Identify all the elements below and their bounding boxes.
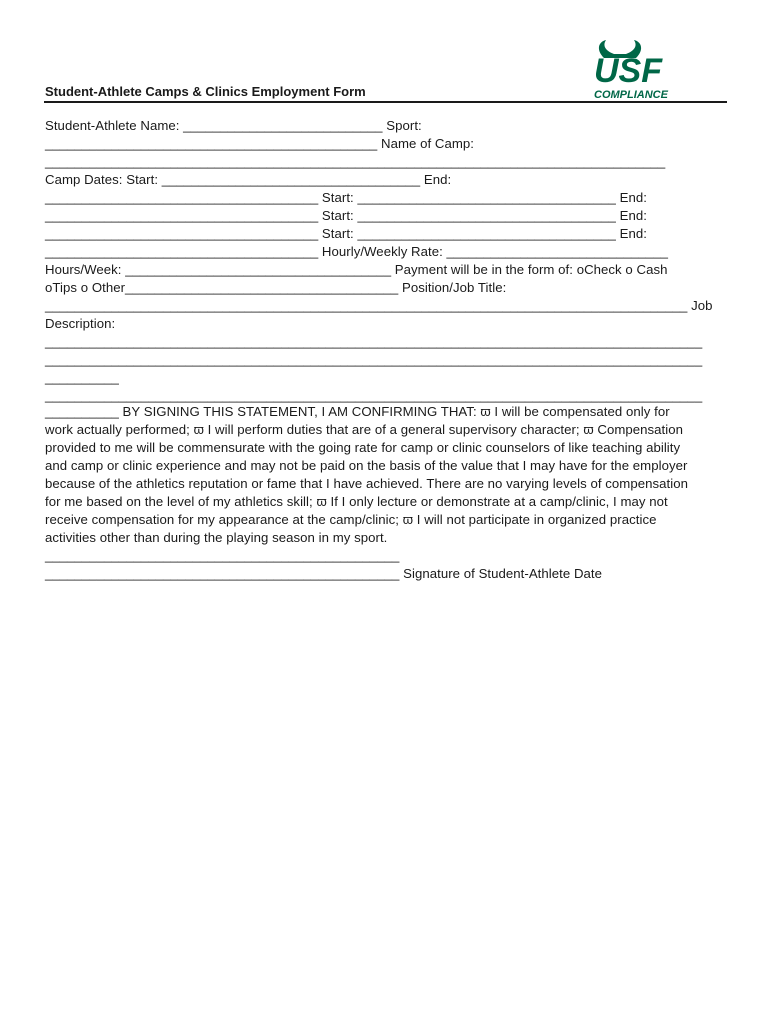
- description-line-2[interactable]: _________________________________________________________________________________________: [45, 352, 703, 367]
- logo-text: USF: [594, 52, 662, 90]
- statement-line-2: work actually performed; ϖ I will perform duties that are of a general supervisory character; ϖ Compensation: [45, 422, 684, 437]
- description-line-3[interactable]: __________: [45, 370, 119, 385]
- description-line-4[interactable]: _________________________________________________________________________________________: [45, 388, 703, 403]
- field-hours-payment[interactable]: Hours/Week: ____________________________________ Payment will be in the form of: oCheck o Cash: [45, 262, 668, 277]
- field-job-title-line[interactable]: _______________________________________________________________________________________ Job: [45, 298, 713, 313]
- usf-compliance-logo: [586, 38, 712, 102]
- field-name-sport[interactable]: Student-Athlete Name: ___________________________ Sport:: [45, 118, 422, 133]
- description-line-1[interactable]: _________________________________________________________________________________________: [45, 334, 703, 349]
- field-camp-dates-1[interactable]: Camp Dates: Start: ___________________________________ End:: [45, 172, 452, 187]
- title-rule: [44, 101, 727, 103]
- field-rate[interactable]: _____________________________________ Hourly/Weekly Rate: ______________________________: [45, 244, 669, 259]
- field-camp-dates-2[interactable]: _____________________________________ Start: ___________________________________ End:: [45, 190, 647, 205]
- field-camp-name-line[interactable]: ____________________________________________________________________________________: [45, 154, 666, 169]
- description-label: Description:: [45, 316, 116, 331]
- field-other-position[interactable]: oTips o Other_____________________________________ Position/Job Title:: [45, 280, 507, 295]
- field-camp-dates-4[interactable]: _____________________________________ Start: ___________________________________ End:: [45, 226, 647, 241]
- statement-line-6: for me based on the level of my athletics skill; ϖ If I only lecture or demonstrate at a camp/clinic, I may not: [45, 494, 668, 509]
- statement-line-8: activities other than during the playing season in my sport.: [45, 530, 388, 545]
- form-title: Student-Athlete Camps & Clinics Employment Form: [45, 84, 366, 99]
- statement-line-5: because of the athletics reputation or fame that I have achieved. There are no varying levels of compensation: [45, 476, 688, 491]
- field-camp-dates-3[interactable]: _____________________________________ Start: ___________________________________ End:: [45, 208, 647, 223]
- logo-subtext: COMPLIANCE: [594, 89, 668, 101]
- statement-line-1: __________ BY SIGNING THIS STATEMENT, I AM CONFIRMING THAT: ϖ I will be compensated only for: [45, 404, 670, 419]
- statement-line-7: receive compensation for my appearance at the camp/clinic; ϖ I will not participate in organized practice: [45, 512, 657, 527]
- signature-line[interactable]: ________________________________________________: [45, 548, 400, 563]
- field-name-of-camp[interactable]: _____________________________________________ Name of Camp:: [45, 136, 474, 151]
- statement-line-4: and camp or clinic experience and may not be paid on the basis of the value that I may have for the employer: [45, 458, 688, 473]
- statement-line-3: provided to me will be commensurate with the going rate for camp or clinic counselors of like teaching ability: [45, 440, 681, 455]
- signature-label-line[interactable]: ________________________________________________ Signature of Student-Athlete Date: [45, 566, 603, 581]
